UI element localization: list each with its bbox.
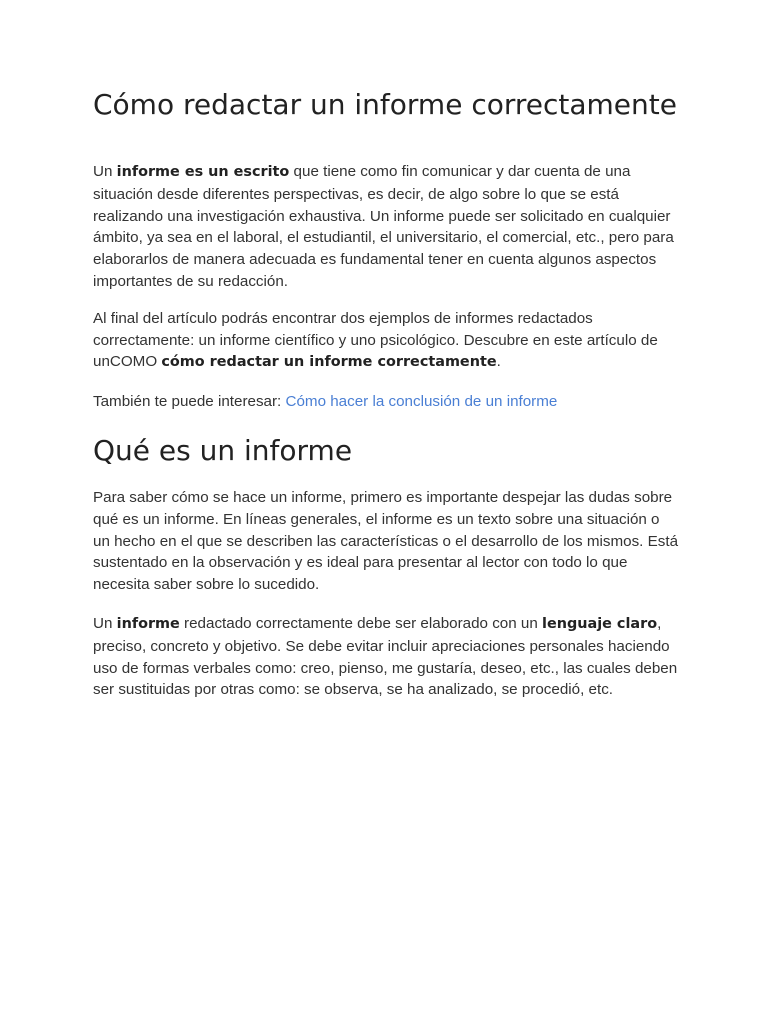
- section-heading: Qué es un informe: [93, 433, 353, 467]
- intro-p2-bold-1: cómo redactar un informe correctamente: [161, 354, 497, 371]
- section-p2-text-1: Un: [93, 614, 117, 632]
- article-title: Cómo redactar un informe correctamente: [93, 88, 677, 121]
- section-p2-text-2: redactado correctamente debe ser elaborado con un: [179, 614, 543, 632]
- intro-p2-text-2: .: [496, 353, 501, 371]
- section-paragraph-1: Para saber cómo se hace un informe, primero es importante despejar las dudas sobre qué es un informe. En líneas generales, el informe es un texto sobre una situación o un hecho en el que se describen las características o el desarrollo de los mismos. Está sustentado en la observación y es ideal para presentar al lector con todo lo que necesita saber sobre lo sucedido.: [93, 488, 679, 594]
- article: [93, 84, 678, 701]
- intro-p1-text-2: que tiene como fin comunicar y dar cuenta de una situación desde diferentes perspectivas, es decir, de algo sobre lo que se está realizando una investigación exhaustiva. Un informe puede ser solicitado en cualquier ámbito, ya sea en el laboral, el estudiantil, el universitario, el comercial, etc., pero para elaborarlos de manera adecuada es fundamental tener en cuenta algunos aspectos importantes de su redacción.: [93, 163, 674, 290]
- related-article-link[interactable]: Cómo hacer la conclusión de un informe: [285, 393, 558, 411]
- intro-paragraph-2: [93, 308, 678, 374]
- intro-p1-text-1: Un: [93, 163, 117, 180]
- related-article: [93, 391, 678, 413]
- section-p2-text-3: , preciso, concreto y objetivo. Se debe evitar incluir apreciaciones personales haciendo uso de formas verbales como: creo, pienso, me gustaría, deseo, etc., las cuales deben ser sustituidas por otras como: se observa, se ha analizado, se procedió, etc.: [93, 614, 678, 699]
- section-paragraph-2: [93, 613, 678, 701]
- related-label: También te puede interesar:: [93, 393, 286, 411]
- intro-paragraph: [93, 161, 678, 293]
- section-p2-bold-1: informe: [116, 615, 180, 632]
- intro-p1-bold-1: informe es un escrito: [116, 164, 290, 180]
- intro-p2-text-1: Al final del artículo podrás encontrar dos ejemplos de informes redactados correctamente: un informe científico y uno psicológico. Descubre en este artículo de unCOMO: [93, 309, 658, 371]
- section-p2-bold-2: lenguaje claro: [542, 615, 658, 632]
